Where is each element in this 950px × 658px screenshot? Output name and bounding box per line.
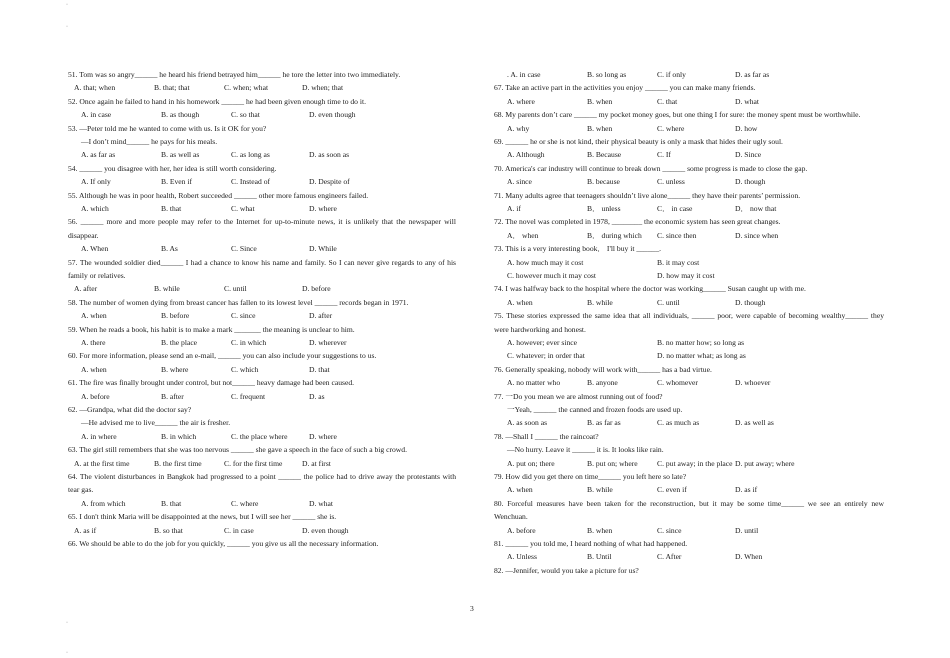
question-text: The girl still remembers that she was too nervous ______ she gave a speech in the face of such a big crowd. [79, 445, 407, 455]
question-stem [494, 242, 884, 255]
question-number: 56. [68, 217, 78, 227]
options-row [68, 336, 456, 349]
question-stem [68, 323, 456, 336]
question-stem [494, 81, 884, 94]
answer-option[interactable]: C. that [657, 96, 678, 106]
answer-option[interactable]: A. when [507, 297, 533, 307]
answer-option[interactable]: C. even if [657, 485, 687, 495]
question-number: 63. [68, 445, 78, 455]
answer-option[interactable]: B. Because [587, 150, 622, 160]
answer-option[interactable]: A. if [507, 203, 521, 213]
question-number: 79. [494, 471, 504, 481]
answer-option[interactable]: D. though [735, 297, 766, 307]
answer-option[interactable]: C. when; what [224, 83, 269, 93]
answer-option[interactable]: C. however much it may cost [507, 270, 596, 280]
answer-option[interactable]: A. which [81, 204, 109, 213]
question-number: 77. [494, 391, 504, 401]
answer-option[interactable]: A. after [74, 284, 98, 294]
question-number: 64. [68, 471, 78, 481]
question-stem [494, 189, 884, 202]
answer-option[interactable]: D. how may it cost [657, 270, 715, 280]
answer-option[interactable]: D. since when [735, 230, 779, 240]
question-number: 68. [494, 110, 504, 120]
answer-option[interactable]: C. in which [231, 338, 267, 347]
question-stem [68, 189, 456, 202]
answer-option[interactable]: A． when [507, 230, 539, 240]
question-text: The wounded soldier died______ I had a chance to know his name and family. So I can never give regards to any of his family or relatives. [68, 257, 457, 280]
answer-option[interactable]: C. since [231, 311, 256, 321]
answer-option[interactable]: D. as if [735, 485, 758, 495]
answer-option[interactable]: C. If [657, 150, 671, 160]
answer-option[interactable]: A. since [507, 177, 532, 187]
options-row [494, 416, 884, 429]
answer-option[interactable]: C. since then [657, 230, 697, 240]
question-stem [68, 162, 456, 175]
answer-option[interactable]: A. before [81, 391, 110, 401]
question-number: 67. [494, 83, 504, 93]
answer-option[interactable]: B. as well as [161, 150, 200, 160]
answer-option[interactable]: A. from which [81, 498, 126, 508]
answer-option[interactable]: B. before [161, 311, 190, 321]
question-text: Many adults agree that teenagers shouldn’t live alone______ they have their parents’ permission. [505, 190, 801, 200]
answer-option[interactable]: D. wherever [309, 338, 347, 347]
question-text: My parents don’t care ______ my pocket money goes, but one thing I for sure: the money spent must be worthwhile. [505, 110, 861, 120]
answer-option[interactable]: D. until [735, 525, 759, 535]
options-row [494, 524, 884, 537]
answer-option[interactable]: B. anyone [587, 378, 618, 388]
answer-option[interactable]: A. however; ever since [507, 337, 578, 347]
question-stem [494, 162, 884, 175]
question-number: 53. [68, 123, 78, 133]
question-text: ______ he or she is not kind, their physical beauty is only a mask that hides their ugly soul. [505, 136, 783, 146]
question-text: —Grandpa, what did the doctor say? [79, 404, 192, 414]
answer-option[interactable]: B. while [587, 297, 613, 307]
question-text: ______ you disagree with her, her idea is still worth considering. [79, 163, 277, 173]
question-stem [68, 122, 456, 135]
answer-option[interactable]: C. which [231, 364, 259, 374]
margin-dot: · [66, 2, 68, 8]
answer-option[interactable]: A. no matter who [507, 378, 561, 388]
question-stem [68, 443, 456, 456]
question-text: I don't think Maria will be disappointed at the news, but I will see her ______ she is. [79, 512, 337, 522]
question-number: 73. [494, 244, 504, 254]
answer-option[interactable]: D. While [309, 244, 337, 254]
answer-option[interactable]: A. as far as [81, 150, 116, 160]
answer-option[interactable]: B. where [161, 364, 189, 374]
answer-option[interactable]: B. because [587, 177, 620, 187]
question-number: 76. [494, 364, 504, 374]
answer-option[interactable]: D. though [735, 177, 766, 187]
question-stem [494, 470, 884, 483]
question-stem [494, 215, 884, 228]
answer-option[interactable]: C. until [224, 284, 247, 294]
answer-option[interactable]: A. when [81, 364, 107, 374]
question-stem [68, 256, 456, 283]
question-stem [68, 215, 456, 242]
question-stem [494, 430, 884, 443]
answer-option[interactable]: D． now that [735, 203, 777, 213]
question-number: 70. [494, 163, 504, 173]
options-row [494, 202, 884, 215]
answer-option[interactable]: C. where [657, 123, 685, 133]
answer-option[interactable]: C. Instead of [231, 177, 271, 187]
answer-option[interactable]: B. As [161, 244, 178, 254]
question-number: 62. [68, 404, 78, 414]
question-stem [68, 296, 456, 309]
answer-option[interactable]: D. that [309, 364, 330, 374]
answer-option[interactable]: A. there [81, 338, 106, 347]
options-row [68, 81, 456, 94]
question-number: 81. [494, 538, 504, 548]
options-row [68, 524, 456, 537]
dialogue-line: —He advised me to live______ the air is fresher. [81, 418, 231, 428]
margin-dot: · [66, 620, 68, 626]
answer-option[interactable]: A. when [81, 311, 107, 321]
answer-option[interactable]: D. before [302, 284, 331, 294]
question-number: 60. [68, 351, 78, 361]
question-stem [68, 349, 456, 362]
question-stem [68, 376, 456, 389]
question-stem [494, 309, 884, 336]
answer-option[interactable]: B. when [587, 123, 613, 133]
answer-option[interactable]: D. as far as [735, 70, 770, 79]
answer-option[interactable]: B. so long as [587, 70, 627, 79]
question-text: ______ more and more people may refer to the Internet for up-to-minute news, it is unlikely that the newspaper will disappear. [68, 217, 456, 240]
question-stem [494, 497, 884, 524]
options-row [68, 148, 456, 161]
answer-option[interactable]: D. what [735, 96, 760, 106]
dialogue-line: —I don’t mind______ he pays for his meals. [81, 137, 218, 146]
question-number: 80. [494, 498, 504, 508]
answer-option[interactable]: B. after [161, 391, 184, 401]
answer-option[interactable]: C. whatever; in order that [507, 351, 585, 361]
answer-option[interactable]: C. whomever [657, 378, 698, 388]
question-stem [68, 95, 456, 108]
question-number: 71. [494, 190, 504, 200]
answer-option[interactable]: A. where [507, 96, 535, 106]
options-row [494, 256, 884, 269]
answer-option[interactable]: D. put away; where [735, 458, 795, 468]
question-stem [68, 403, 456, 416]
question-stem [494, 564, 884, 577]
answer-option[interactable]: B. Even if [161, 177, 193, 187]
answer-option[interactable]: C. as much as [657, 418, 700, 428]
answer-option[interactable]: D. what [309, 498, 334, 508]
answer-option[interactable]: B. as far as [587, 418, 621, 428]
answer-option[interactable]: B. in which [161, 431, 197, 441]
answer-option[interactable]: D. as well as [735, 418, 774, 428]
options-row [494, 457, 884, 470]
answer-option[interactable]: B. no matter how; so long as [657, 337, 745, 347]
options-row [68, 175, 456, 188]
answer-option[interactable]: A. Unless [507, 552, 537, 562]
answer-option[interactable]: A. before [507, 525, 536, 535]
answer-option[interactable]: B. that [161, 204, 182, 213]
answer-option[interactable]: D. when; that [302, 83, 344, 93]
answer-option[interactable]: B. put on; where [587, 458, 638, 468]
left-question-column [68, 68, 456, 550]
answer-option[interactable]: A. in where [81, 431, 117, 441]
answer-option[interactable]: B. that [161, 498, 182, 508]
dialogue-line: —No hurry. Leave it ______ it is. It looks like rain. [507, 445, 664, 455]
answer-option[interactable]: A. when [507, 485, 533, 495]
question-text: The violent disturbances in Bangkok had progressed to a point ______ the police had to drive away the protestants with tear gas. [68, 471, 456, 495]
answer-option[interactable]: D. even though [302, 525, 349, 535]
answer-option[interactable]: A. put on; there [507, 458, 555, 468]
question-text: Once again he failed to hand in his homework ______ he had been given enough time to do it. [79, 96, 366, 106]
answer-option[interactable]: C. for the first time [224, 458, 283, 468]
question-number: 82. [494, 565, 504, 575]
answer-option[interactable]: C. what [231, 204, 255, 213]
question-text: Although he was in poor health, Robert succeeded ______ other more famous engineers failed. [78, 190, 369, 200]
answer-option[interactable]: C. After [657, 552, 682, 562]
answer-option[interactable]: C. so that [231, 110, 260, 120]
answer-option[interactable]: D. where [309, 431, 337, 441]
question-number: 65. [68, 512, 78, 522]
answer-option[interactable]: A. When [81, 244, 109, 254]
options-row [68, 457, 456, 470]
question-number: 58. [68, 297, 78, 307]
options-row [68, 282, 456, 295]
question-stem [494, 390, 884, 403]
answer-option[interactable]: C. unless [657, 177, 685, 187]
answer-option[interactable]: D. as soon as [309, 150, 350, 160]
question-text: —Jennifer, would you take a picture for us? [505, 565, 639, 575]
answer-option[interactable]: B. the first time [154, 458, 202, 468]
answer-option[interactable]: D. When [735, 552, 763, 562]
answer-option[interactable]: D. whoever [735, 378, 771, 388]
question-text: America's car industry will continue to break down ______ some progress is made to close the gap. [504, 163, 808, 173]
answer-option[interactable]: B. while [587, 485, 613, 495]
answer-option[interactable]: C． in case [657, 203, 693, 213]
question-text: 一Do you mean we are almost running out of food? [505, 391, 663, 401]
answer-option[interactable]: A. that; when [74, 83, 116, 93]
question-stem [494, 537, 884, 550]
question-stem [494, 282, 884, 295]
question-number: 52. [68, 96, 78, 106]
question-text: How did you get there on time______ you left here so late? [505, 471, 687, 481]
options-row [494, 483, 884, 496]
options-row [68, 430, 456, 443]
right-question-column [494, 68, 884, 577]
question-text: —Peter told me he wanted to come with us. Is it OK for you? [79, 123, 267, 133]
question-text: We should be able to do the job for you quickly, ______ you give us all the necessary information. [79, 538, 379, 548]
answer-option[interactable]: B. so that [154, 525, 183, 535]
answer-option[interactable]: D. even though [309, 110, 356, 120]
question-number: 72. [494, 217, 504, 227]
question-text: The fire was finally brought under control, but not______ heavy damage had been caused. [79, 378, 355, 388]
answer-option[interactable]: B. as though [161, 110, 200, 120]
answer-option[interactable]: A. as soon as [507, 418, 548, 428]
question-stem [68, 68, 456, 81]
question-text: Forceful measures have been taken for the reconstruction, but it may be some time______ we see an entirely new Wenchuan. [494, 498, 884, 522]
question-stem [68, 537, 456, 550]
answer-option[interactable]: D. Since [735, 150, 762, 160]
options-row [494, 175, 884, 188]
options-row [494, 148, 884, 161]
question-text: For more information, please send an e-mail, ______ you can also include your suggestions to us. [79, 351, 377, 361]
options-row [494, 269, 884, 282]
answer-option[interactable]: C. frequent [231, 391, 266, 401]
answer-option[interactable]: A. why [507, 123, 530, 133]
options-row [494, 122, 884, 135]
answer-option[interactable]: C. if only [657, 70, 686, 79]
answer-option[interactable]: B. the place [161, 338, 198, 347]
question-stem [494, 108, 884, 121]
question-text: The novel was completed in 1978, ________ the economic system has seen great changes. [505, 217, 781, 227]
answer-option[interactable]: B． during which [587, 230, 642, 240]
options-row [494, 229, 884, 242]
question-text: Take an active part in the activities you enjoy ______ you can make many friends. [505, 83, 756, 93]
question-number: 59. [68, 324, 78, 334]
answer-option[interactable]: B. while [154, 284, 180, 294]
question-number: 69. [494, 136, 504, 146]
question-number: 61. [68, 378, 78, 388]
answer-option[interactable]: A. how much may it cost [507, 257, 584, 267]
options-row [68, 108, 456, 121]
options-row [68, 309, 456, 322]
question-text: These stories expressed the same idea that all individuals, ______ poor, were capable of becoming wealthy______ they were hardworking and honest. [494, 311, 884, 334]
answer-option[interactable]: B． unless [587, 203, 621, 213]
answer-option[interactable]: D. no matter what; as long as [657, 351, 746, 361]
answer-option[interactable]: D. after [309, 311, 333, 321]
answer-option[interactable]: D. Despite of [309, 177, 350, 187]
answer-option[interactable]: B. that; that [154, 83, 190, 93]
answer-option[interactable]: C. Since [231, 244, 257, 254]
answer-option[interactable]: B. when [587, 525, 613, 535]
question-number: 66. [68, 538, 78, 548]
options-row [494, 550, 884, 563]
question-number: 75. [494, 311, 504, 321]
options-row [68, 390, 456, 403]
question-text: —Shall I ______ the raincoat? [505, 431, 599, 441]
answer-option[interactable]: A. in case [81, 110, 112, 120]
answer-option[interactable]: C. where [231, 498, 259, 508]
question-number: 74. [494, 284, 504, 294]
options-row [494, 336, 884, 349]
question-stem [494, 363, 884, 376]
question-stem [68, 470, 456, 497]
answer-option[interactable]: A. Although [507, 150, 545, 160]
answer-option[interactable]: D. as [309, 391, 325, 401]
answer-option[interactable]: B. it may cost [657, 257, 700, 267]
answer-option[interactable]: C. as long as [231, 150, 270, 160]
page-number: 3 [470, 604, 474, 613]
question-number: 55. [68, 190, 78, 200]
options-row [68, 242, 456, 255]
question-number: 78. [494, 431, 504, 441]
answer-option[interactable]: D. how [735, 123, 758, 133]
question-text: ______ you told me, I heard nothing of what had happened. [505, 538, 688, 548]
options-row [68, 202, 456, 215]
answer-option[interactable]: C. in case [224, 525, 254, 535]
answer-option[interactable]: C. put away; in the place [657, 458, 733, 468]
question-number: 57. [68, 257, 78, 267]
options-row [494, 376, 884, 389]
question-text: I was halfway back to the hospital where the doctor was working______ Susan caught up with me. [505, 284, 806, 294]
answer-option[interactable]: . A. in case [507, 70, 541, 79]
answer-option[interactable]: B. when [587, 96, 613, 106]
options-row [68, 363, 456, 376]
answer-option[interactable]: A. as if [74, 525, 97, 535]
margin-dot: · [66, 24, 68, 30]
question-stem [494, 135, 884, 148]
question-number: 54. [68, 163, 78, 173]
answer-option[interactable]: C. since [657, 525, 682, 535]
answer-option[interactable]: A. If only [81, 177, 111, 187]
answer-option[interactable]: D. where [309, 204, 337, 213]
margin-dot: · [66, 650, 68, 656]
answer-option[interactable]: B. Until [587, 552, 612, 562]
answer-option[interactable]: A. at the first time [74, 458, 130, 468]
options-row [494, 349, 884, 362]
answer-option[interactable]: D. at first [302, 458, 331, 468]
question-text: This is a very interesting book． I'll buy it ______. [505, 244, 662, 254]
question-text: Tom was so angry______ he heard his friend betrayed him______ he tore the letter into two immediately. [79, 70, 401, 79]
question-text: The number of women dying from breast cancer has fallen to its lowest level ______ records began in 1971. [79, 297, 409, 307]
dialogue-line: 一Yeah, ______ the canned and frozen foods are used up. [507, 404, 683, 414]
question-text: Generally speaking, nobody will work with______ has a bad virtue. [505, 364, 712, 374]
options-row [494, 68, 884, 81]
question-number: 51. [68, 70, 78, 79]
question-text: When he reads a book, his habit is to make a mark _______ the meaning is unclear to him. [79, 324, 355, 334]
answer-option[interactable]: C. until [657, 297, 680, 307]
options-row [68, 497, 456, 510]
question-stem [68, 510, 456, 523]
options-row [494, 296, 884, 309]
options-row [494, 95, 884, 108]
answer-option[interactable]: C. the place where [231, 431, 288, 441]
